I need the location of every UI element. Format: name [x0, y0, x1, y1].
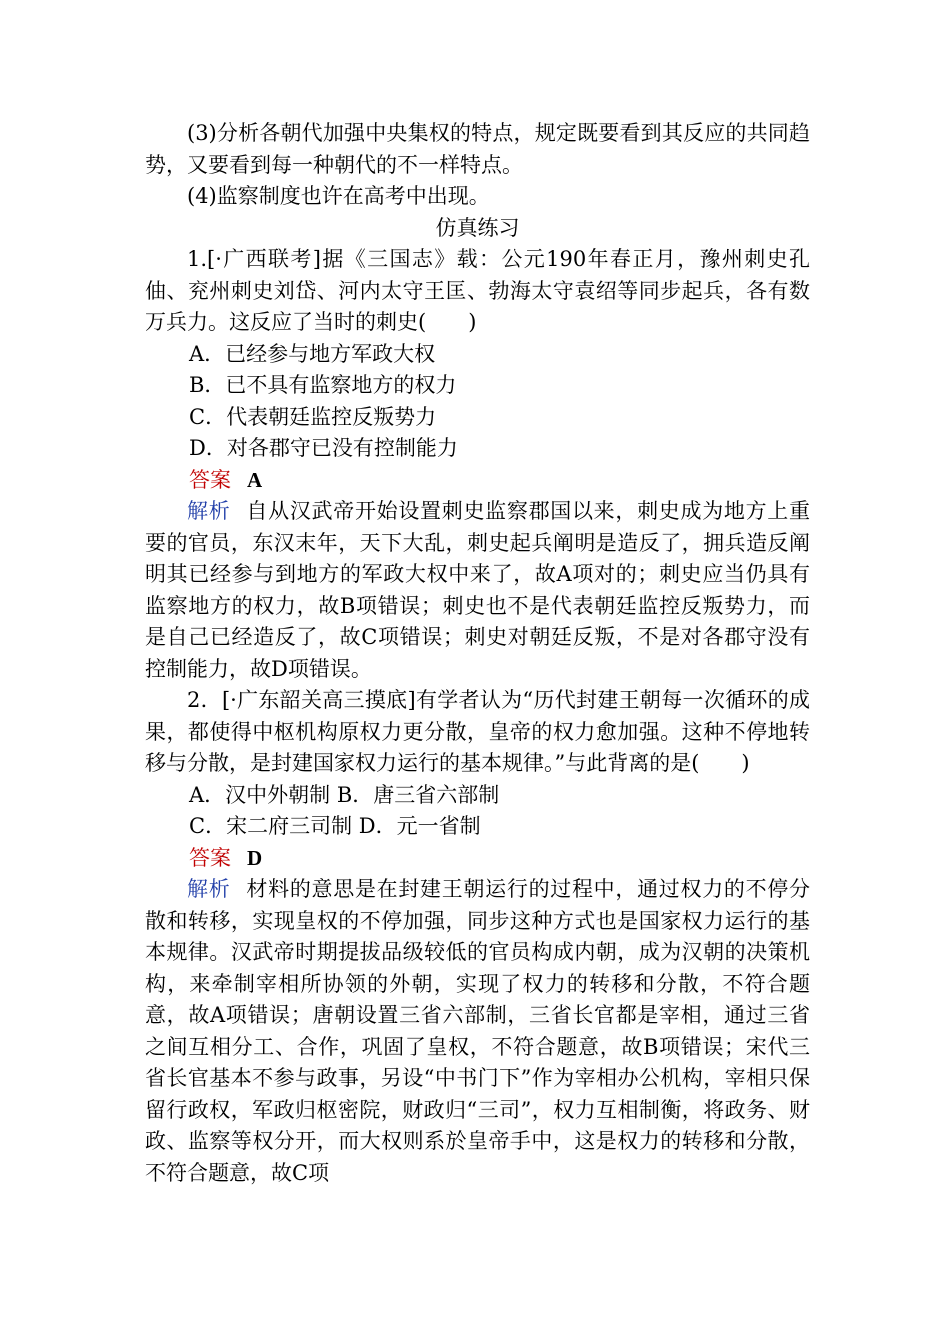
- question-1-answer: [145, 465, 810, 497]
- answer-value: D: [247, 845, 263, 870]
- analysis-label: 解析: [187, 499, 231, 523]
- question-2-options-cd: C．宋二府三司制 D．元一省制: [189, 814, 481, 838]
- question-1-analysis: [145, 496, 810, 685]
- answer-label: 答案: [189, 845, 231, 870]
- answer-value: A: [247, 467, 263, 492]
- question-1-option-d: D．对各郡守已没有控制能力: [189, 436, 458, 460]
- question-1-stem: 1.[·广西联考]据《三国志》载：公元190年春正月，豫州刺史孔伷、兖州刺史刘岱、河内太守王匡、勃海太守袁绍等同步起兵，各有数万兵力。这反应了当时的刺史( ): [145, 247, 810, 334]
- question-1-option-b: B．已不具有监察地方的权力: [189, 373, 457, 397]
- question-2-analysis: [145, 874, 810, 1189]
- document-body: [145, 118, 810, 1189]
- analysis-label: 解析: [187, 877, 231, 901]
- question-1-option-a: A．已经参与地方军政大权: [189, 341, 436, 366]
- section-title: 仿真练习: [435, 215, 520, 240]
- question-2-stem: 2．[·广东韶关高三摸底]有学者认为“历代封建王朝每一次循环的成果，都使得中枢机构原权力更分散，皇帝的权力愈加强。这种不停地转移与分散，是封建国家权力运行的基本规律。”与此背离的是( ): [145, 688, 810, 775]
- analysis-text: 自从汉武帝开始设置刺史监察郡国以来，刺史成为地方上重要的官员，东汉末年，天下大乱，刺史起兵阐明是造反了，拥兵造反阐明其已经参与到地方的军政大权中来了，故A项对的；刺史应当仍具有监察地方的权力，故B项错误；刺史也不是代表朝廷监控反叛势力，而是自己已经造反了，故C项错误；刺史对朝廷反叛，不是对各郡守没有控制能力，故D项错误。: [145, 499, 811, 681]
- analysis-text: 材料的意思是在封建王朝运行的过程中，通过权力的不停分散和转移，实现皇权的不停加强，同步这种方式也是国家权力运行的基本规律。汉武帝时期提拔品级较低的官员构成内朝，成为汉朝的决策机构，来牵制宰相所协领的外朝，实现了权力的转移和分散，不符合题意，故A项错误；唐朝设置三省六部制，三省长官都是宰相，通过三省之间互相分工、合作，巩固了皇权，不符合题意，故B项错误；宋代三省长官基本不参与政事，另设“中书门下”作为宰相办公机构，宰相只保留行政权，军政归枢密院，财政归“三司”，权力互相制衡，将政务、财政、监察等权分开，而大权则系於皇帝手中，这是权力的转移和分散，不符合题意，故C项: [145, 877, 811, 1185]
- paragraph-point-3: (3)分析各朝代加强中央集权的特点，规定既要看到其反应的共同趋势，又要看到每一种朝代的不一样特点。: [145, 121, 810, 177]
- question-2-answer: [145, 843, 810, 875]
- question-2-options-ab: A．汉中外朝制 B．唐三省六部制: [189, 782, 500, 807]
- question-1-option-c: C．代表朝廷监控反叛势力: [189, 404, 437, 429]
- answer-label: 答案: [189, 467, 231, 492]
- paragraph-point-4: (4)监察制度也许在高考中出现。: [187, 184, 490, 208]
